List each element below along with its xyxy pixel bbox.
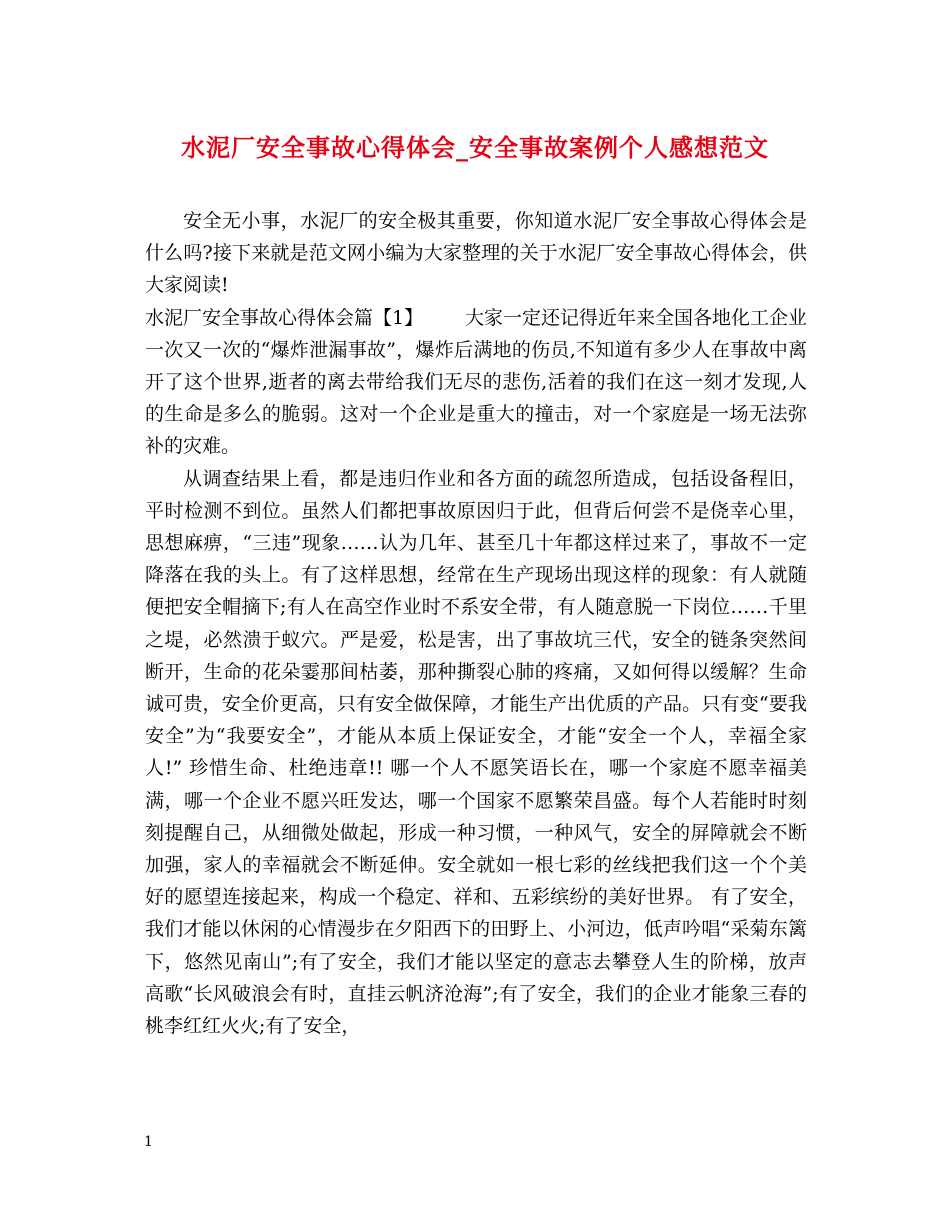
body-paragraph: 从调查结果上看，都是违归作业和各方面的疏忽所造成，包括设备程旧，平时检测不到位。虽然人们都把事故原因归于此，但背后何尝不是侥幸心里，思想麻痹，“三违”现象……认为几年、甚至几十年都这样过来了，事故不一定降落在我的头上。有了这样思想，经常在生产现场出现这样的现象：有人就随便把安全帽摘下;有人在高空作业时不系安全带，有人随意脱一下岗位……千里之堤，必然溃于蚁穴。严是爱，松是害，出了事故坑三代，安全的链条突然间断开，生命的花朵霎那间枯萎，那种撕裂心肺的疼痛，又如何得以缓解？生命诚可贵，安全价更高，只有安全做保障，才能生产出优质的产品。只有变“要我安全”为“我要安全”，才能从本质上保证安全，才能“安全一个人，幸福全家人!” 珍惜生命、杜绝违章!! 哪一个人不愿笑语长在，哪一个家庭不愿幸福美满，哪一个企业不愿兴旺发达，哪一个国家不愿繁荣昌盛。每个人若能时时刻刻提醒自己，从细微处做起，形成一种习惯，一种风气，安全的屏障就会不断加强，家人的幸福就会不断延伸。安全就如一根七彩的丝线把我们这一个个美好的愿望连接起来，构成一个稳定、祥和、五彩缤纷的美好世界。 有了安全，我们才能以休闲的心情漫步在夕阳西下的田野上、小河边，低声吟唱“采菊东篱下，悠然见南山”;有了安全，我们才能以坚定的意志去攀登人生的阶梯，放声高歌“长风破浪会有时，直挂云帆济沧海”;有了安全，我们的企业才能象三春的桃李红红火火;有了安全， xyxy=(145,467,807,1038)
document-body xyxy=(145,205,807,1042)
section-heading: 水泥厂安全事故心得体会篇【1】 xyxy=(145,306,424,329)
document-title: 水泥厂安全事故心得体会_安全事故案例个人感想范文 xyxy=(181,133,769,162)
page-number: 1 xyxy=(144,1134,153,1150)
section-first-paragraph: 大家一定还记得近年来全国各地化工企业一次又一次的“爆炸泄漏事故”，爆炸后满地的伤员,不知道有多少人在事故中离开了这个世界,逝者的离去带给我们无尽的悲伤,活着的我们在这一刻才发现,人的生命是多么的脆弱。这对一个企业是重大的撞击，对一个家庭是一场无法弥补的灾难。 xyxy=(145,306,807,458)
section-paragraph xyxy=(145,302,807,463)
intro-paragraph: 安全无小事，水泥厂的安全极其重要，你知道水泥厂安全事故心得体会是什么吗?接下来就是范文网小编为大家整理的关于水泥厂安全事故心得体会，供大家阅读! xyxy=(145,210,807,297)
